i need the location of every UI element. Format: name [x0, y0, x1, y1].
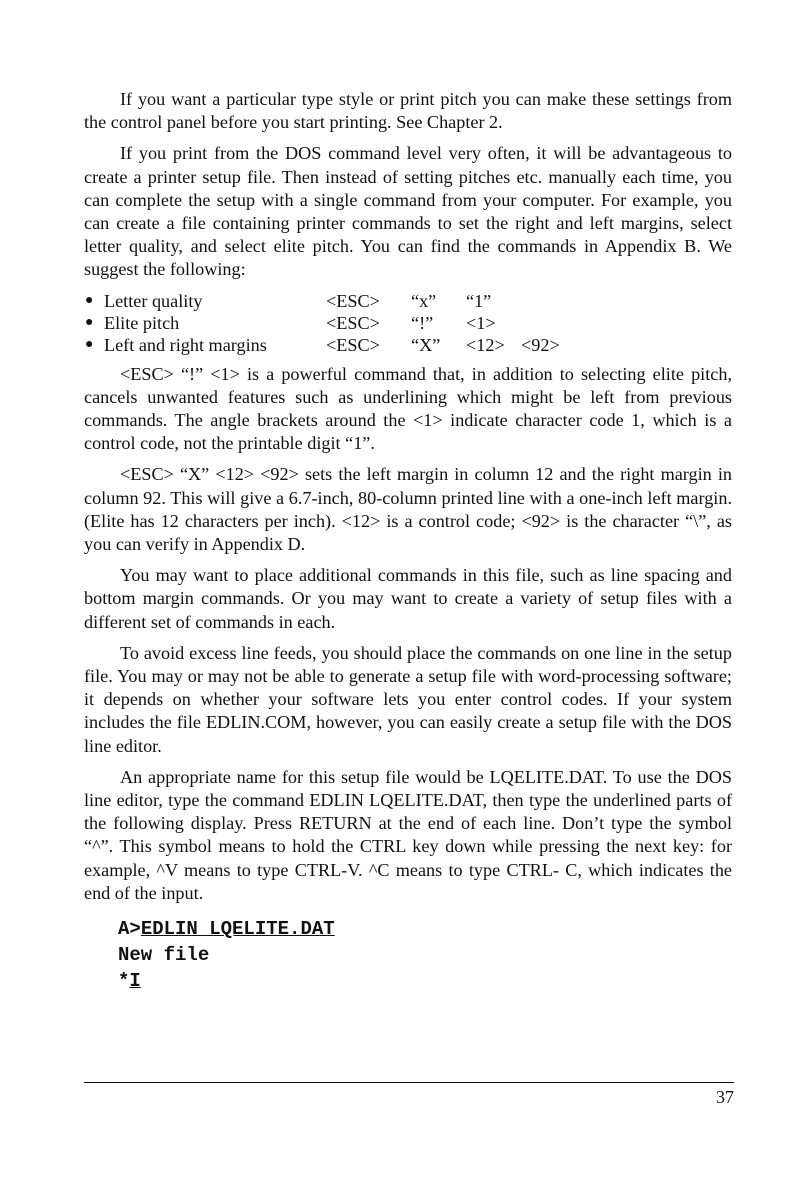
code-line	[118, 917, 732, 943]
command-list	[84, 290, 732, 356]
bullet-icon: ●	[85, 336, 94, 352]
page-number: 37	[716, 1087, 734, 1107]
bullet-icon: ●	[85, 292, 94, 308]
command-code: <92>	[521, 334, 560, 355]
edlin-prompt: *	[118, 970, 130, 993]
command-code: <ESC>	[326, 312, 380, 333]
command-code: “!”	[411, 312, 434, 333]
paragraph: If you want a particular type style or print pitch you can make these settings from the control panel before you start printing. See Chapter 2.	[84, 89, 732, 133]
command-code: “1”	[466, 290, 492, 311]
command-code: <ESC>	[326, 334, 380, 355]
list-item	[84, 290, 732, 312]
list-item	[84, 334, 732, 356]
paragraph: If you print from the DOS command level very often, it will be advantageous to create a printer setup file. Then instead of setting pitches etc. manually each time, you can complete the setup with a single command from your computer. For example, you can create a file containing printer commands to set the right and left margins, select letter quality, and select elite pitch. You can find the commands in Appendix B. We suggest the following:	[84, 143, 732, 280]
paragraph: <ESC> “X” <12> <92> sets the left margin in column 12 and the right margin in column 92. This will give a 6.7-inch, 80-column printed line with a one-inch left margin. (Elite has 12 characters per inch). <12> is a control code; <92> is the character “\”, as you can verify in Appendix D.	[84, 464, 732, 555]
bullet-icon: ●	[85, 314, 94, 330]
dos-prompt: A>	[118, 918, 141, 941]
list-item-label: Elite pitch	[104, 312, 180, 333]
typed-command: I	[129, 970, 141, 993]
paragraph: To avoid excess line feeds, you should place the commands on one line in the setup file. You may or may not be able to generate a setup file with word-processing software; it depends on whether your software lets you enter control codes. If your system includes the file EDLIN.COM, however, you can easily create a setup file with the DOS line editor.	[84, 642, 732, 756]
command-code: <1>	[466, 312, 496, 333]
code-line	[118, 943, 732, 969]
list-item-label: Letter quality	[104, 290, 203, 311]
list-item	[84, 312, 732, 334]
command-code: <ESC>	[326, 290, 380, 311]
footer-rule	[84, 1082, 734, 1083]
command-code: “X”	[411, 334, 441, 355]
command-code: <12>	[466, 334, 505, 355]
list-item-label: Left and right margins	[104, 334, 267, 355]
paragraph: <ESC> “!” <1> is a powerful command that, in addition to selecting elite pitch, cancels unwanted features such as underlining which might be left from previous commands. The angle brackets around the <1> indicate character code 1, which is a control code, not the printable digit “1”.	[84, 363, 732, 454]
code-display	[118, 917, 732, 995]
code-line	[118, 969, 732, 995]
output-text: New file	[118, 944, 210, 967]
typed-command: EDLIN LQELITE.DAT	[140, 918, 335, 941]
page-body	[84, 88, 732, 995]
paragraph: You may want to place additional commands in this file, such as line spacing and bottom margin commands. Or you may want to create a variety of setup files with a different set of commands in each.	[84, 565, 732, 632]
command-code: “x”	[411, 290, 437, 311]
paragraph: An appropriate name for this setup file would be LQELITE.DAT. To use the DOS line editor, type the command EDLIN LQELITE.DAT, then type the underlined parts of the following display. Press RETURN at the end of each line. Don’t type the symbol “^”. This symbol means to hold the CTRL key down while pressing the next key: for example, ^V means to type CTRL-V. ^C means to type CTRL- C, which indicates the end of the input.	[84, 766, 732, 903]
